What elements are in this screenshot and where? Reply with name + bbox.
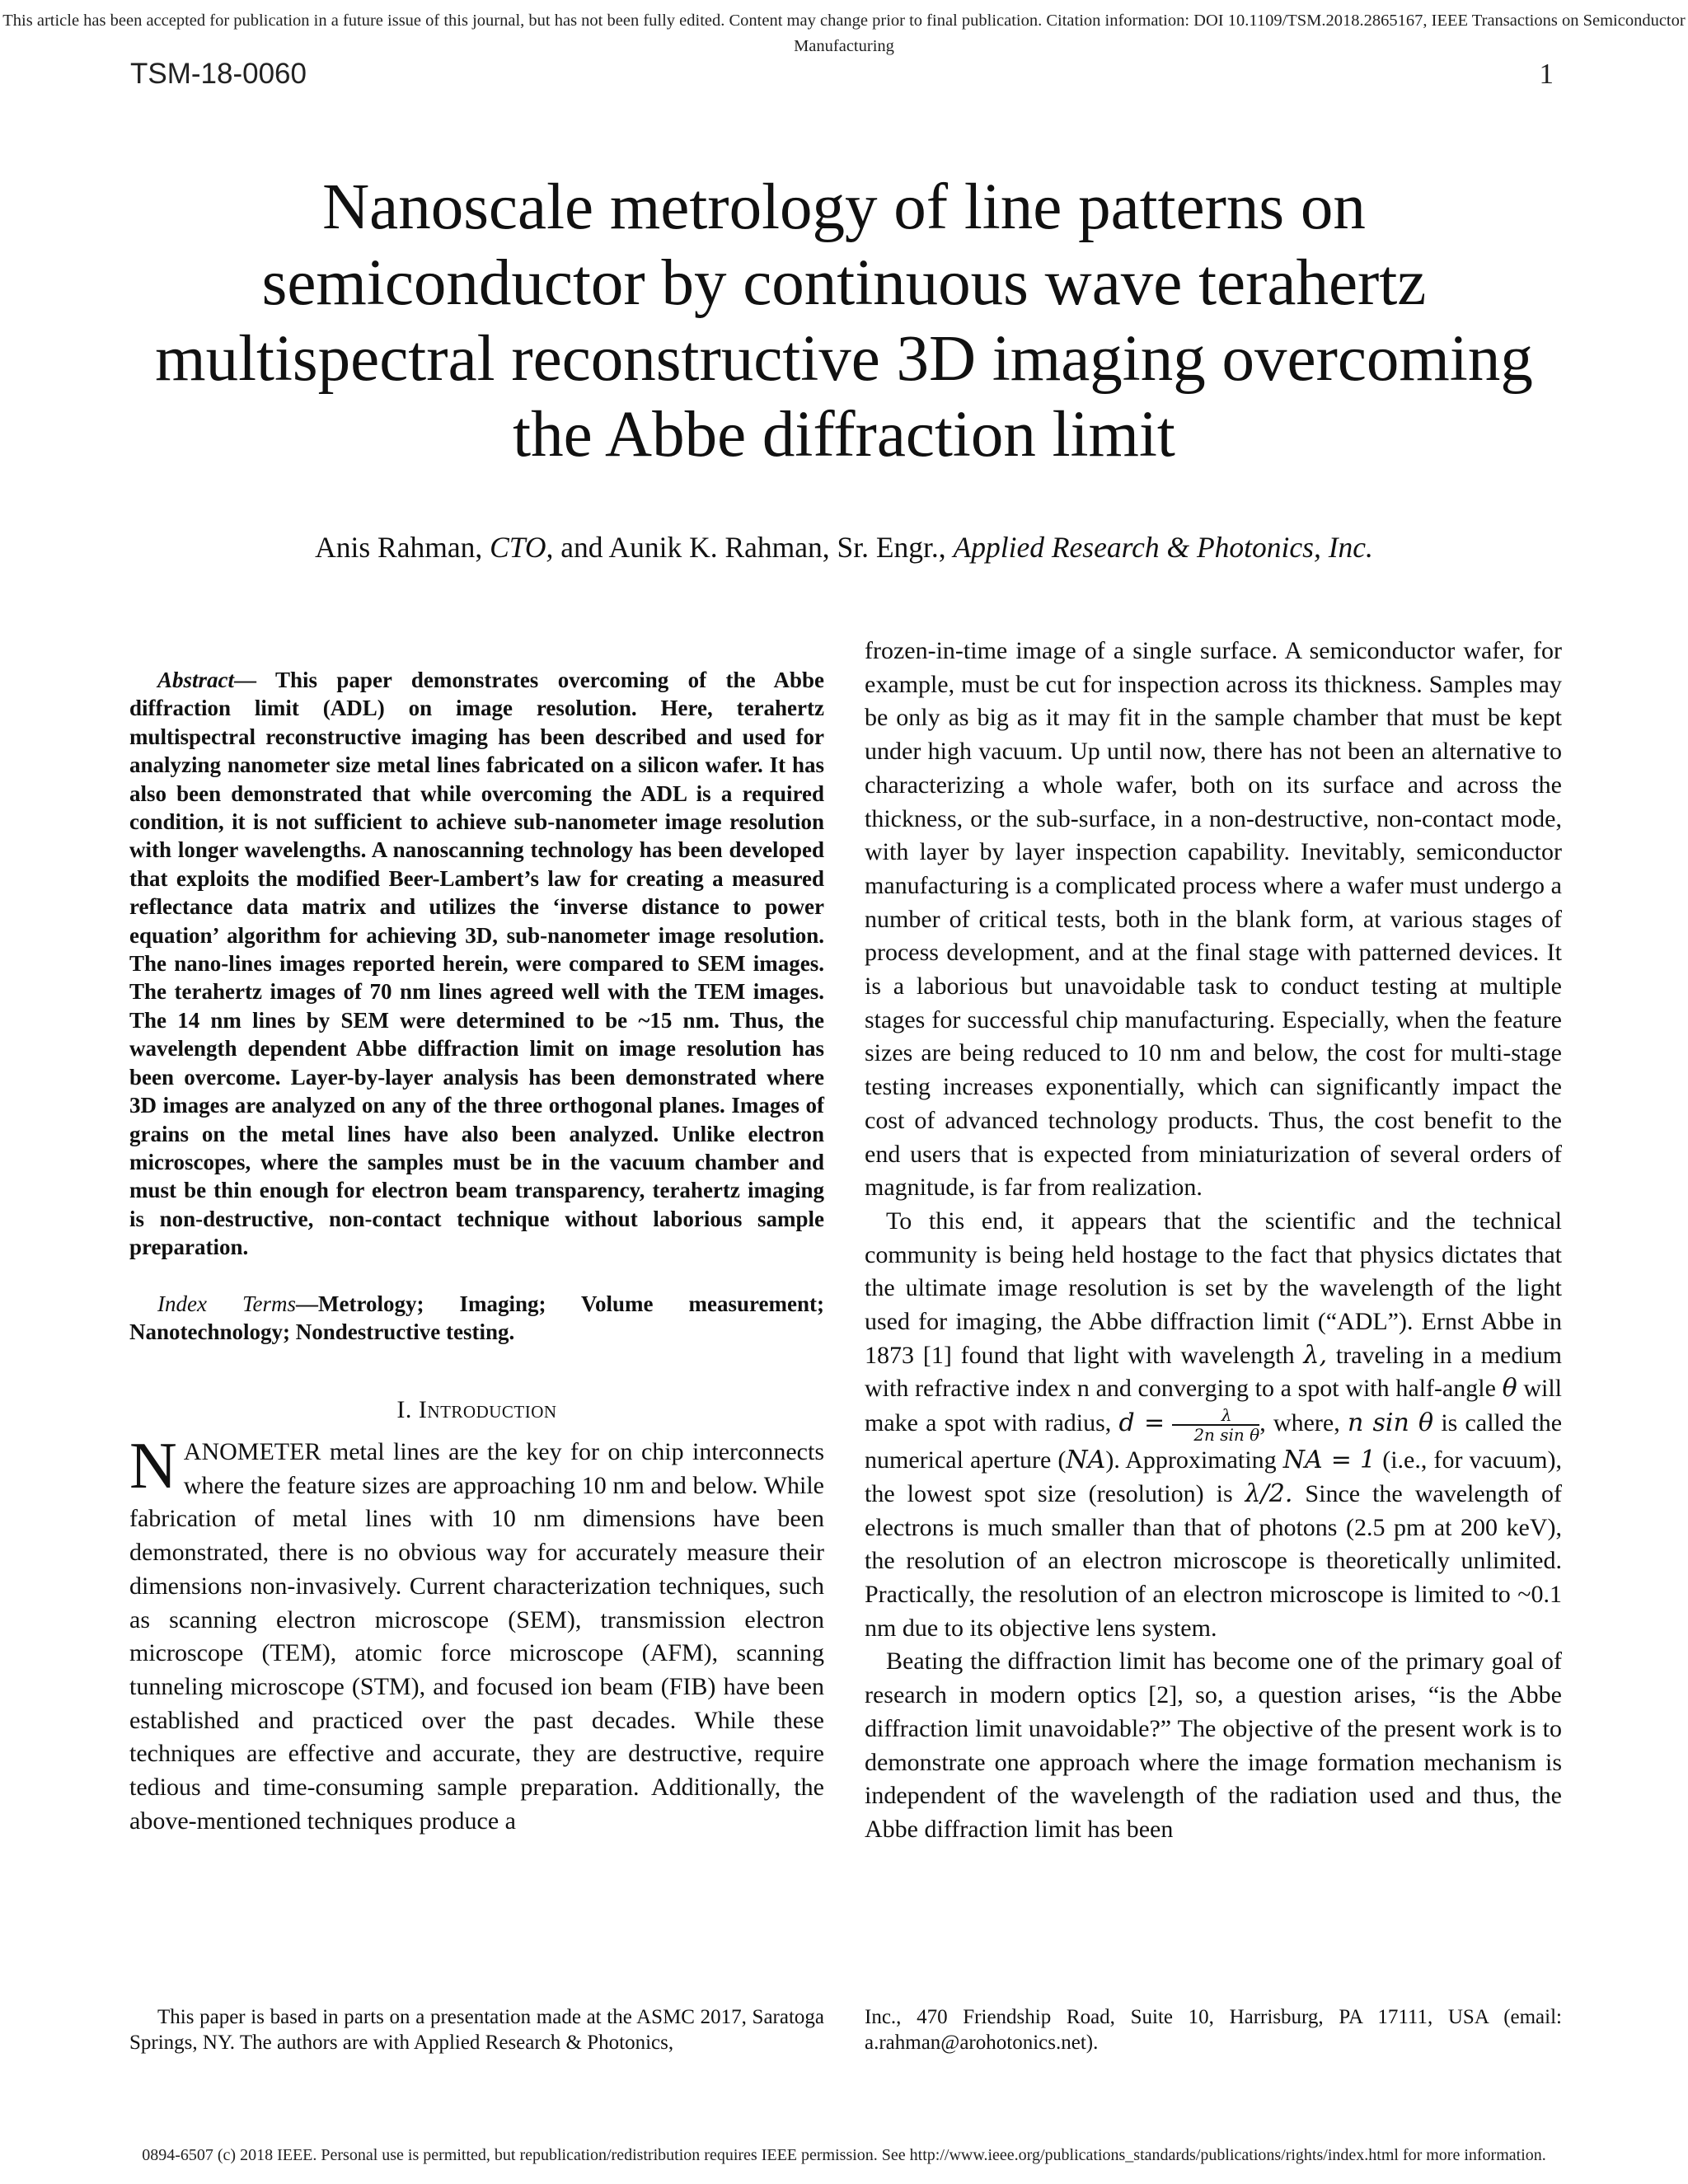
- manuscript-id: TSM-18-0060: [130, 58, 307, 90]
- right-column: [865, 635, 1562, 1847]
- section-title: Introduction: [418, 1396, 557, 1424]
- index-terms-text: Metrology; Imaging; Volume measurement; Nanotechnology; Nondestructive testing.: [129, 1291, 824, 1344]
- p2-b: traveling in a medium with refractive index n and converging to a spot with half-angle: [865, 1341, 1562, 1403]
- journal-banner: This article has been accepted for publication in a future issue of this journal, but has not been fully edited. Content may change prior to final publication. Citation information: DOI 10.1109/TSM.2018.2865167, IEEE Transactions on Semiconductor Manufacturing: [2, 12, 1686, 55]
- footnote-right: Inc., 470 Friendship Road, Suite 10, Harrisburg, PA 17111, USA (email: a.rahman@arohotonics.net).: [865, 2006, 1562, 2054]
- paper-title: Nanoscale metrology of line patterns on semiconductor by continuous wave terahertz multispectral reconstructive 3D imaging overcoming the Abbe diffraction limit: [155, 171, 1533, 471]
- index-terms-label: Index Terms: [157, 1291, 297, 1316]
- copyright-footer: 0894-6507 (c) 2018 IEEE. Personal use is permitted, but republication/redistribution requires IEEE permission. See http://www.ieee.org/publications_standards/publications/rights/index.html for more information.: [142, 2146, 1546, 2164]
- abstract-label: Abstract: [157, 668, 235, 692]
- footnote-left: This paper is based in parts on a presentation made at the ASMC 2017, Saratoga Springs, NY. The authors are with Applied Research & Photonics,: [129, 2006, 824, 2054]
- math-d: d =: [1118, 1408, 1165, 1438]
- p2-a: To this end, it appears that the scientific and the technical community is being held hostage to the fact that physics dictates that the ultimate image resolution is set by the wavelength of the light used for imaging, the Abbe diffraction limit (“ADL”). Ernst Abbe in 1873 [1] found that light with wavelength: [865, 1207, 1562, 1369]
- math-nsin: n sin θ: [1347, 1408, 1434, 1438]
- author-role: CTO,: [490, 531, 554, 564]
- fraction-denominator: 2n sin θ: [1193, 1425, 1260, 1446]
- p2-g: ). Approximating: [1105, 1446, 1277, 1474]
- math-lambda-half: λ/2.: [1245, 1479, 1293, 1508]
- author-name-2: and Aunik K. Rahman, Sr. Engr.,: [560, 531, 946, 564]
- intro-paragraph-1: [129, 1430, 824, 1838]
- abstract: Abstract— This paper demonstrates overcoming of the Abbe diffraction limit (ADL) on image resolution. Here, terahertz multispectral reconstructive imaging has been described and used for analyzing nanometer size metal lines fabricated on a silicon wafer. It has also been demonstrated that while overcoming the ADL is a required condition, it is not sufficient to achieve sub-nanometer image resolution with longer wavelengths. A nanoscanning technology has been developed that exploits the modified Beer-Lambert’s law for creating a measured reflectance data matrix and utilizes the ‘inverse distance to power equation’ algorithm for achieving 3D, sub-nanometer image resolution. The nano-lines images reported herein, were compared to SEM images. The terahertz images of 70 nm lines agreed well with the TEM images. The 14 nm lines by SEM were determined to be ~15 nm. Thus, the wavelength dependent Abbe diffraction limit on image resolution has been overcome. Layer-by-layer analysis has been demonstrated where 3D images are analyzed on any of the three orthogonal planes. Images of grains on the metal lines have also been analyzed. Unlike electron microscopes, where the samples must be in the vacuum chamber and must be thin enough for electron beam transparency, terahertz imaging is non-destructive, non-contact technique without laborious sample preparation.: [129, 668, 824, 1260]
- section-number: I.: [396, 1396, 412, 1424]
- intro-paragraph-3: Beating the diffraction limit has become one of the primary goal of research in modern optics [2], so, a question arises, “is the Abbe diffraction limit unavoidable?” The objective of the present work is to demonstrate one approach where the image formation mechanism is independent of the wavelength of the radiation used and thus, the Abbe diffraction limit has been: [865, 1647, 1562, 1843]
- abstract-text: This paper demonstrates overcoming of the Abbe diffraction limit (ADL) on image resolution. Here, terahertz multispectral reconstructive imaging has been described and used for analyzing nanometer size metal lines fabricated on a silicon wafer. It has also been demonstrated that while overcoming the ADL is a required condition, it is not sufficient to achieve sub-nanometer image resolution with longer wavelengths. A nanoscanning technology has been developed that exploits the modified Beer-Lambert’s law for creating a measured reflectance data matrix and utilizes the ‘inverse distance to power equation’ algorithm for achieving 3D, sub-nanometer image resolution. The nano-lines images reported herein, were compared to SEM images. The terahertz images of 70 nm lines agreed well with the TEM images. The 14 nm lines by SEM were determined to be ~15 nm. Thus, the wavelength dependent Abbe diffraction limit on image resolution has been overcome. Layer-by-layer analysis has been demonstrated where 3D images are analyzed on any of the three orthogonal planes. Images of grains on the metal lines have also been analyzed. Unlike electron microscopes, where the samples must be in the vacuum chamber and must be thin enough for electron beam transparency, terahertz imaging is non-destructive, non-contact technique without laborious sample preparation.: [129, 668, 824, 1260]
- section-heading: [129, 1394, 824, 1427]
- fraction-numerator: λ: [1172, 1406, 1259, 1426]
- author-line: [165, 529, 1523, 565]
- drop-cap: N: [129, 1430, 177, 1503]
- intro-paragraph-1-cont: frozen-in-time image of a single surface. A semiconductor wafer, for example, must be cut for inspection across its thickness. Samples may be only as big as it may fit in the sample chamber that must be kept under high vacuum. Up until now, there has not been an alternative to characterizing a whole wafer, both on its surface and across the thickness, or the sub-surface, in a non-destructive, non-contact mode, with layer by layer inspection capability. Inevitably, semiconductor manufacturing is a complicated process where a wafer must undergo a number of critical tests, both in the blank form, at various stages of process development, and at the final stage with patterned devices. It is a laborious but unavoidable task to conduct testing at multiple stages for successful chip manufacturing. Especially, when the feature sizes are being reduced to 10 nm and below, the cost for multi-stage testing increases exponentially, which can significantly impact the cost of advanced technology products. Thus, the cost benefit to the end users that is expected from miniaturization of several orders of magnitude, is far from realization.: [865, 637, 1562, 1202]
- author-name: Anis Rahman,: [315, 531, 483, 564]
- math-na: NA: [1066, 1446, 1106, 1475]
- math-theta: θ: [1502, 1374, 1517, 1404]
- p2-h: (i.e., for vacuum), the lowest spot size (resolution) is: [865, 1446, 1563, 1507]
- page-number: 1: [1539, 58, 1554, 90]
- index-terms: Index Terms—Metrology; Imaging; Volume measurement; Nanotechnology; Nondestructive testing.: [129, 1291, 824, 1344]
- math-lambda: λ,: [1303, 1340, 1328, 1370]
- author-affiliation: Applied Research & Photonics, Inc.: [953, 531, 1373, 564]
- p2-c: will make a spot with radius,: [865, 1375, 1562, 1437]
- intro-p1-text: ANOMETER metal lines are the key for on chip interconnects where the feature sizes are approaching 10 nm and below. While fabrication of metal lines with 10 nm dimensions have been demonstrated, there is no obvious way for accurately measure their dimensions non-invasively. Current characterization techniques, such as scanning electron microscope (SEM), transmission electron microscope (TEM), atomic force microscope (AFM), scanning tunneling microscope (STM), and focused ion beam (FIB) have been established and practiced over the past decades. While these techniques are effective and accurate, they are destructive, require tedious and time-consuming sample preparation. Additionally, the above-mentioned techniques produce a: [129, 1438, 824, 1835]
- p2-e: , where,: [1259, 1409, 1340, 1437]
- p2-i: Since the wavelength of electrons is much smaller than that of photons (2.5 pm at 200 keV), the resolution of an electron microscope is theoretically unlimited. Practically, the resolution of an electron microscope is limited to ~0.1 nm due to its objective lens system.: [865, 1479, 1563, 1642]
- left-column: [129, 666, 824, 1838]
- intro-paragraph-2: [865, 1205, 1562, 1645]
- math-na1: NA = 1: [1282, 1446, 1376, 1475]
- p2-f: is called the numerical aperture (: [865, 1409, 1563, 1474]
- abbe-fraction: [1172, 1406, 1259, 1444]
